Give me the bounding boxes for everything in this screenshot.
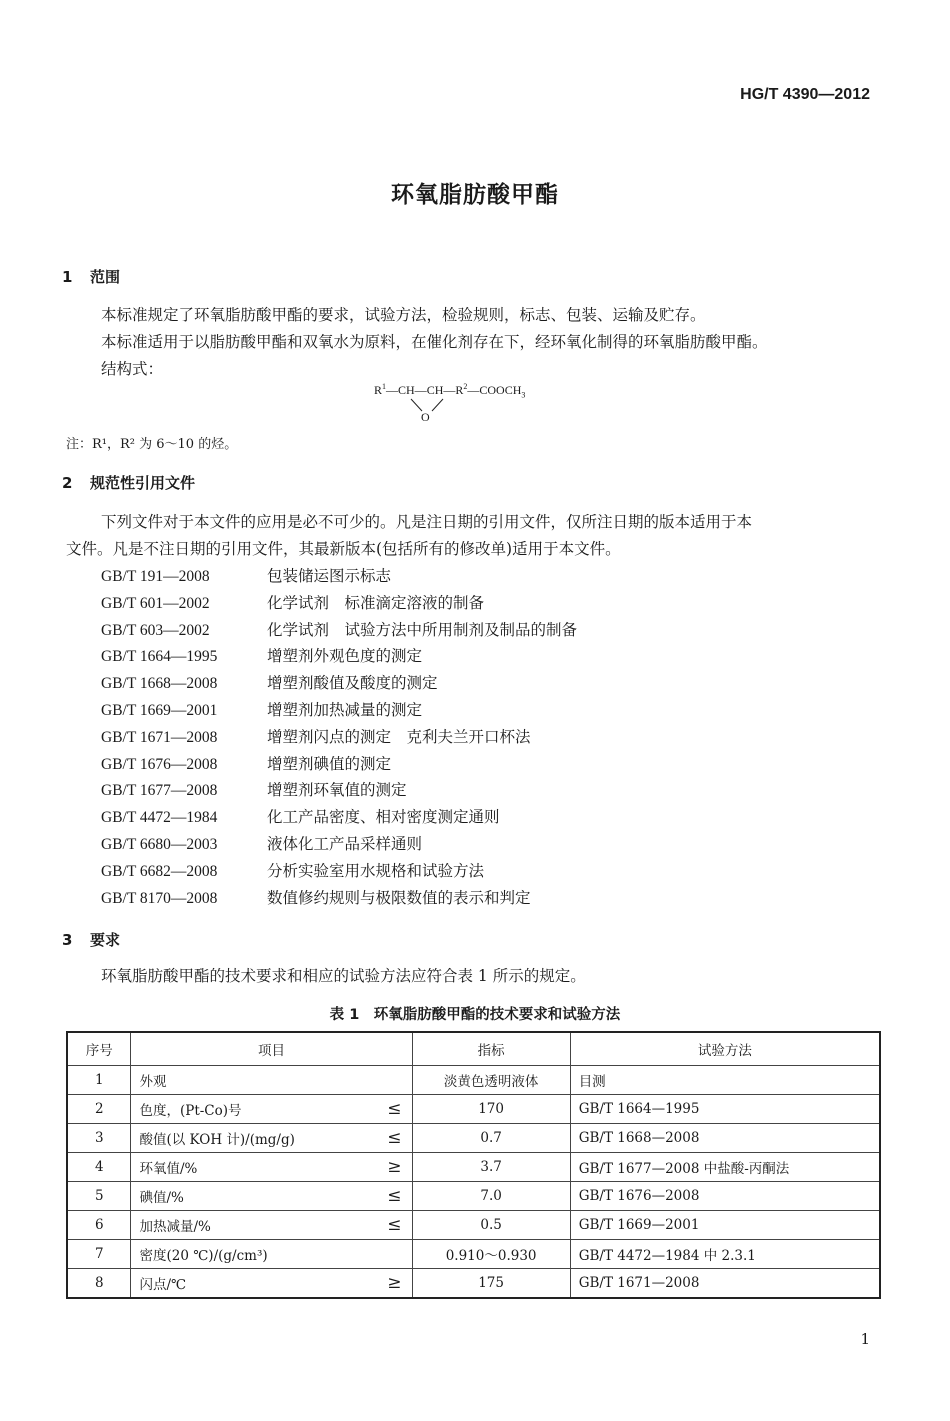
page-number: 1 bbox=[860, 1330, 870, 1348]
comparison-operator: ≤ bbox=[387, 1215, 402, 1235]
reference-item bbox=[101, 670, 577, 697]
value-cell: 175 bbox=[412, 1269, 570, 1299]
comparison-operator: ≥ bbox=[387, 1273, 402, 1293]
item-cell bbox=[131, 1124, 412, 1153]
item-label: 酸值(以 KOH 计)/(mg/g) bbox=[139, 1132, 295, 1148]
reference-name: 分析实验室用水规格和试验方法 bbox=[267, 861, 485, 880]
reference-code: GB/T 6680—2003 bbox=[101, 835, 218, 853]
reference-item bbox=[101, 751, 577, 778]
reference-item bbox=[101, 590, 577, 617]
reference-code: GB/T 1676—2008 bbox=[101, 755, 218, 773]
reference-code: GB/T 1671—2008 bbox=[101, 728, 218, 746]
scope-paragraph-2: 本标准适用于以脂肪酸甲酯和双氧水为原料，在催化剂存在下，经环氧化制得的环氧脂肪酸甲酯。 bbox=[101, 333, 768, 351]
formula-ch2: CH—R bbox=[426, 383, 464, 397]
method-cell: GB/T 1676—2008 bbox=[570, 1182, 880, 1211]
reference-name: 包装储运图示标志 bbox=[267, 567, 392, 585]
reference-name: 化工产品密度、相对密度测定通则 bbox=[267, 808, 500, 827]
comparison-operator: ≤ bbox=[387, 1128, 402, 1148]
reference-code: GB/T 4472—1984 bbox=[101, 809, 218, 827]
method-cell: GB/T 1668—2008 bbox=[570, 1124, 880, 1153]
section-title: 规范性引用文件 bbox=[90, 474, 196, 492]
row-number-cell: 8 bbox=[67, 1269, 131, 1299]
reference-name: 化学试剂 标准滴定溶液的制备 bbox=[267, 593, 485, 612]
reference-item bbox=[101, 563, 577, 590]
item-cell bbox=[131, 1211, 412, 1240]
reference-name: 数值修约规则与极限数值的表示和判定 bbox=[267, 888, 531, 907]
reference-code: GB/T 6682—2008 bbox=[101, 862, 218, 880]
requirements-paragraph: 环氧脂肪酸甲酯的技术要求和相应的试验方法应符合表 1 所示的规定。 bbox=[101, 967, 586, 985]
reference-code: GB/T 191—2008 bbox=[101, 568, 210, 585]
header-cell: 指标 bbox=[412, 1032, 570, 1066]
value-cell: 淡黄色透明液体 bbox=[412, 1066, 570, 1095]
section-number: 3 bbox=[62, 931, 73, 949]
item-label: 外观 bbox=[139, 1074, 167, 1090]
references-intro-line-2: 文件。凡是不注日期的引用文件，其最新版本(包括所有的修改单)适用于本文件。 bbox=[66, 540, 621, 558]
formula-sub3: 3 bbox=[521, 390, 526, 400]
scope-paragraph-1: 本标准规定了环氧脂肪酸甲酯的要求，试验方法，检验规则，标志、包装、运输及贮存。 bbox=[101, 306, 706, 324]
requirements-table bbox=[66, 1031, 881, 1299]
note: 注：R¹，R² 为 6～10 的烃。 bbox=[66, 437, 238, 452]
document-title: 环氧脂肪酸甲酯 bbox=[391, 182, 559, 208]
item-cell bbox=[131, 1095, 412, 1124]
comparison-operator: ≤ bbox=[387, 1099, 402, 1119]
value-cell: 170 bbox=[412, 1095, 570, 1124]
reference-name: 增塑剂碘值的测定 bbox=[267, 754, 392, 773]
row-number-cell: 6 bbox=[67, 1211, 131, 1240]
reference-item bbox=[101, 643, 577, 670]
formula-label: 结构式： bbox=[101, 360, 164, 378]
value-cell: 0.5 bbox=[412, 1211, 570, 1240]
reference-list bbox=[101, 563, 577, 911]
reference-code: GB/T 601—2002 bbox=[101, 594, 210, 612]
formula-tail: —COOCH bbox=[467, 383, 522, 397]
method-cell: GB/T 1677—2008 中盐酸-丙酮法 bbox=[570, 1153, 880, 1182]
reference-code: GB/T 1668—2008 bbox=[101, 675, 218, 693]
reference-code: GB/T 1669—2001 bbox=[101, 701, 218, 719]
row-number-cell: 3 bbox=[67, 1124, 131, 1153]
section-title: 范围 bbox=[90, 268, 121, 286]
reference-code: GB/T 603—2002 bbox=[101, 621, 210, 639]
row-number-cell: 5 bbox=[67, 1182, 131, 1211]
table-row bbox=[67, 1182, 880, 1211]
item-label: 环氧值/% bbox=[139, 1161, 198, 1177]
section-3-heading bbox=[62, 929, 120, 950]
reference-item bbox=[101, 777, 577, 804]
row-number-cell: 4 bbox=[67, 1153, 131, 1182]
item-label: 闪点/℃ bbox=[139, 1277, 187, 1293]
table-row bbox=[67, 1269, 880, 1299]
section-number: 2 bbox=[62, 474, 73, 492]
row-number-cell: 2 bbox=[67, 1095, 131, 1124]
method-cell: GB/T 1669—2001 bbox=[570, 1211, 880, 1240]
reference-name: 增塑剂环氧值的测定 bbox=[267, 781, 407, 800]
method-cell: 目测 bbox=[570, 1066, 880, 1095]
reference-name: 增塑剂闪点的测定 克利夫兰开口杯法 bbox=[267, 727, 531, 746]
item-cell bbox=[131, 1269, 412, 1299]
epoxide-bonds bbox=[374, 382, 574, 428]
item-label: 色度，(Pt-Co)号 bbox=[139, 1103, 242, 1119]
item-cell bbox=[131, 1182, 412, 1211]
formula-oxygen: O bbox=[421, 410, 430, 424]
reference-code: GB/T 1677—2008 bbox=[101, 782, 218, 800]
reference-name: 增塑剂外观色度的测定 bbox=[267, 647, 423, 666]
reference-item bbox=[101, 724, 577, 751]
formula-r1: R bbox=[374, 383, 383, 397]
section-title: 要求 bbox=[90, 931, 121, 949]
table-row bbox=[67, 1095, 880, 1124]
comparison-operator: ≥ bbox=[387, 1157, 402, 1177]
method-cell: GB/T 1664—1995 bbox=[570, 1095, 880, 1124]
section-number: 1 bbox=[62, 268, 73, 286]
formula-sup1: 1 bbox=[382, 382, 387, 391]
item-cell bbox=[131, 1240, 412, 1269]
reference-item bbox=[101, 858, 577, 885]
formula-sup2: 2 bbox=[463, 382, 468, 391]
table-row bbox=[67, 1240, 880, 1269]
item-cell bbox=[131, 1066, 412, 1095]
reference-code: GB/T 8170—2008 bbox=[101, 889, 218, 907]
references-intro-line-1: 下列文件对于本文件的应用是必不可少的。凡是注日期的引用文件，仅所注日期的版本适用于本 bbox=[101, 513, 753, 531]
table-row bbox=[67, 1066, 880, 1095]
item-label: 密度(20 ℃)/(g/cm³) bbox=[139, 1248, 268, 1264]
value-cell: 0.910～0.930 bbox=[412, 1240, 570, 1269]
table-row bbox=[67, 1124, 880, 1153]
table-row bbox=[67, 1153, 880, 1182]
formula-ch1: —CH— bbox=[386, 383, 427, 397]
reference-name: 液体化工产品采样通则 bbox=[267, 834, 423, 853]
table-header-row bbox=[67, 1032, 880, 1066]
section-2-heading bbox=[62, 472, 195, 493]
reference-name: 增塑剂加热减量的测定 bbox=[267, 700, 423, 719]
section-1-heading bbox=[62, 266, 120, 287]
item-label: 加热减量/% bbox=[139, 1219, 211, 1235]
table-caption: 表 1 环氧脂肪酸甲酯的技术要求和试验方法 bbox=[329, 1007, 621, 1023]
header-cell: 序号 bbox=[67, 1032, 131, 1066]
reference-item bbox=[101, 617, 577, 644]
structural-formula bbox=[374, 382, 574, 428]
reference-name: 化学试剂 试验方法中所用制剂及制品的制备 bbox=[267, 620, 578, 639]
item-label: 碘值/% bbox=[139, 1190, 184, 1206]
row-number-cell: 7 bbox=[67, 1240, 131, 1269]
value-cell: 3.7 bbox=[412, 1153, 570, 1182]
comparison-operator: ≤ bbox=[387, 1186, 402, 1206]
table-row bbox=[67, 1211, 880, 1240]
method-cell: GB/T 4472—1984 中 2.3.1 bbox=[570, 1240, 880, 1269]
value-cell: 0.7 bbox=[412, 1124, 570, 1153]
reference-name: 增塑剂酸值及酸度的测定 bbox=[267, 674, 438, 693]
item-cell bbox=[131, 1153, 412, 1182]
reference-item bbox=[101, 885, 577, 912]
reference-item bbox=[101, 697, 577, 724]
header-cell: 项目 bbox=[131, 1032, 412, 1066]
header-cell: 试验方法 bbox=[570, 1032, 880, 1066]
reference-item bbox=[101, 804, 577, 831]
standard-code: HG/T 4390—2012 bbox=[740, 86, 870, 103]
reference-item bbox=[101, 831, 577, 858]
value-cell: 7.0 bbox=[412, 1182, 570, 1211]
method-cell: GB/T 1671—2008 bbox=[570, 1269, 880, 1299]
reference-code: GB/T 1664—1995 bbox=[101, 648, 218, 666]
row-number-cell: 1 bbox=[67, 1066, 131, 1095]
